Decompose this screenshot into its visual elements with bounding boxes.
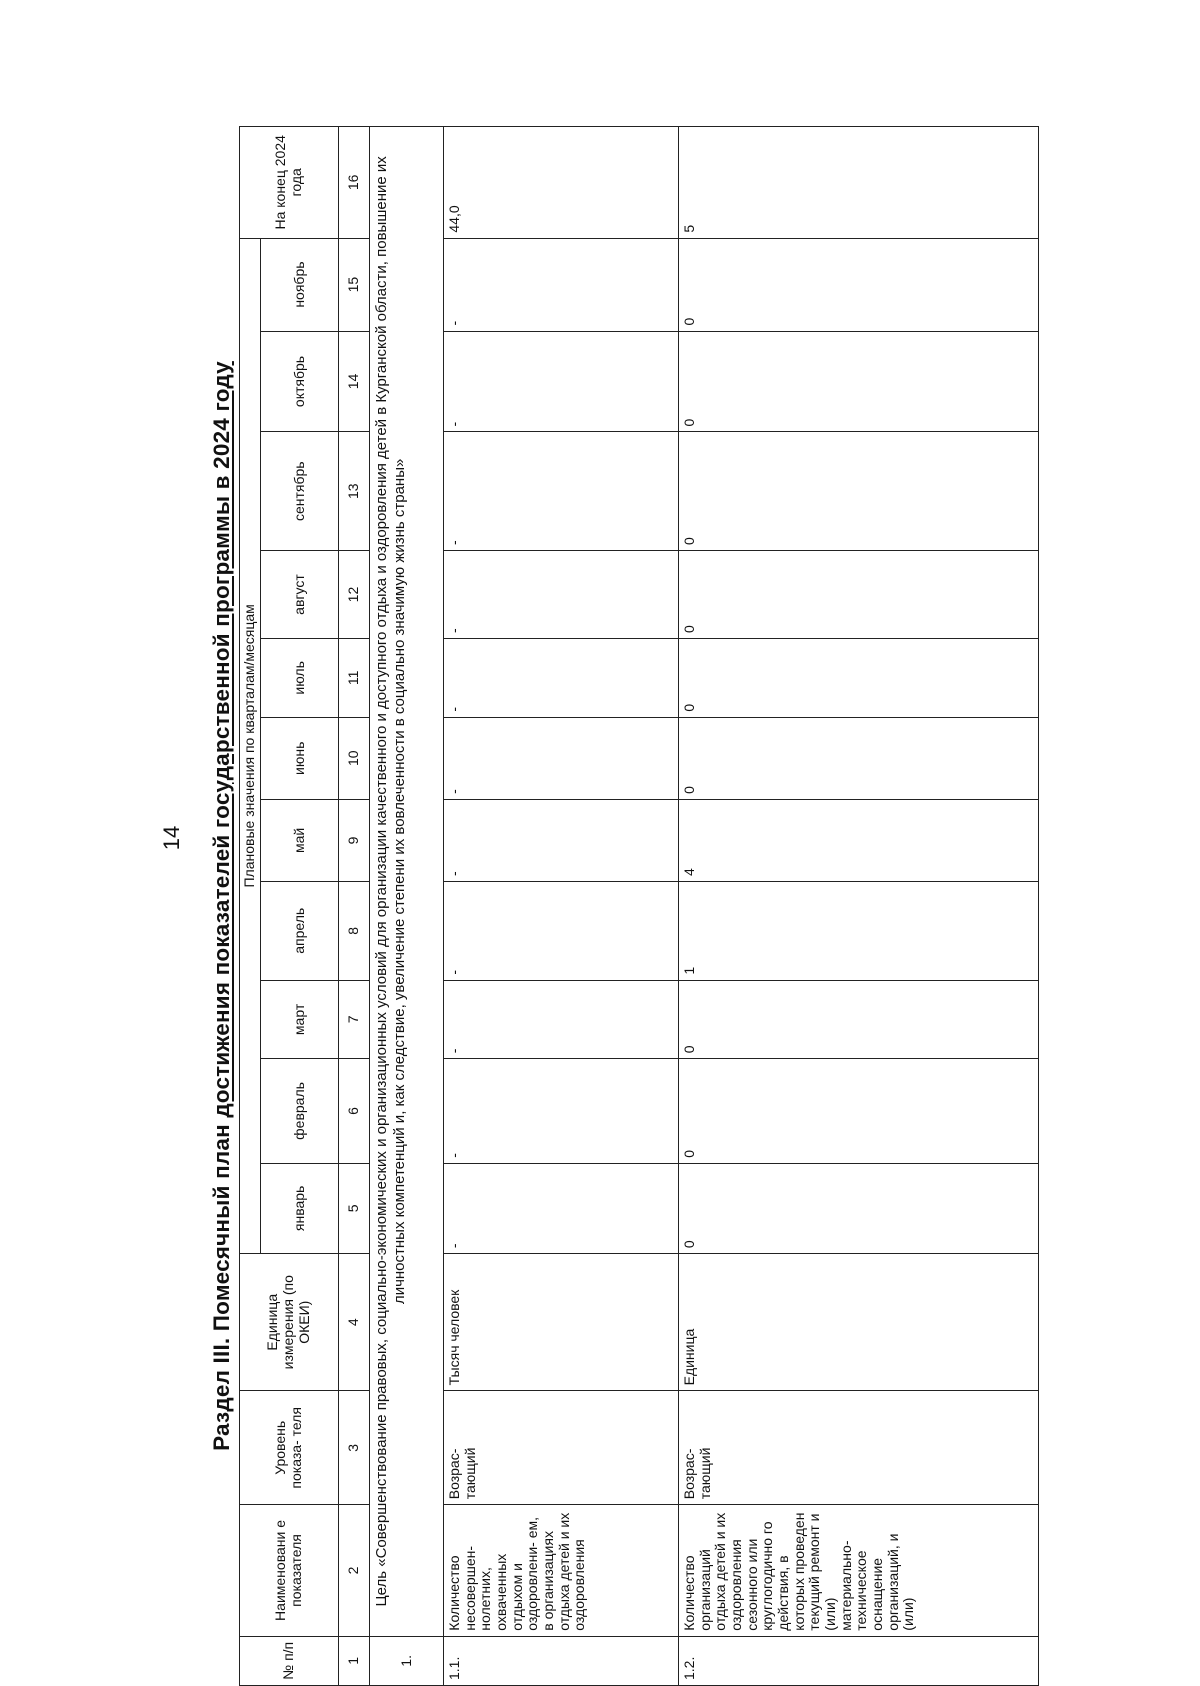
document-page [209,126,1089,1686]
table-row [679,127,1039,1686]
header-end: На конец 2024 года [240,127,339,239]
month-value: - [444,717,679,799]
page-number: 14 [159,825,184,851]
header-planned: Плановые значения по кварталам/месяцам [240,238,261,1253]
month-value: - [444,1163,679,1253]
column-number: 16 [339,127,370,239]
month-value: 0 [679,639,1039,718]
month-value: 4 [679,799,1039,881]
column-number: 8 [339,881,370,980]
column-number: 3 [339,1391,370,1505]
header-row-1 [240,127,261,1686]
header-month: октябрь [261,331,339,432]
column-number: 13 [339,432,370,551]
month-value: - [444,639,679,718]
header-month: август [261,551,339,639]
month-value: 0 [679,980,1039,1059]
goal-text: Цель «Совершенствование правовых, социально-экономических и организационных условий для организации качественного и доступного отдыха и оздоровления детей в Курганской области, повышение их личностных компетенций и, как следствие, увеличение степени их вовлеченности в социально значимую жизнь страны» [370,127,444,1637]
column-number: 4 [339,1254,370,1391]
month-value: 0 [679,717,1039,799]
month-value: 0 [679,1059,1039,1163]
end-of-year-value: 5 [679,127,1039,239]
column-number: 5 [339,1163,370,1253]
header-unit: Единица измерения (по ОКЕИ) [240,1254,339,1391]
indicator-name: Количество организаций отдыха детей и их оздоровления сезонного или круглогодично го действия, в которых проведен текущий ремонт и (или) материально- техническое оснащение организаций, и (или) [679,1505,1039,1636]
column-number: 2 [339,1505,370,1636]
column-number: 6 [339,1059,370,1163]
goal-row [370,127,444,1686]
month-value: 1 [679,881,1039,980]
end-of-year-value: 44,0 [444,127,679,239]
header-level: Уровень показа- теля [240,1391,339,1505]
column-number: 14 [339,331,370,432]
indicator-unit: Тысяч человек [444,1254,679,1391]
month-value: 0 [679,331,1039,432]
header-month: май [261,799,339,881]
column-number: 11 [339,639,370,718]
title-part-2: достижения показателей государственной программы в 2024 году [209,361,234,1118]
month-value: - [444,980,679,1059]
goal-number: 1. [370,1636,444,1685]
table-row [444,127,679,1686]
month-value: - [444,551,679,639]
header-no: № п/п [240,1636,339,1685]
indicator-level: Возрас- тающий [679,1391,1039,1505]
month-value: 0 [679,1163,1039,1253]
month-value: - [444,881,679,980]
row-number: 1.1. [444,1636,679,1685]
column-number: 12 [339,551,370,639]
header-month: июль [261,639,339,718]
month-value: 0 [679,238,1039,331]
page-title [209,126,235,1686]
title-part-1: Раздел III. Помесячный план [209,1117,234,1451]
column-number: 15 [339,238,370,331]
header-month: сентябрь [261,432,339,551]
header-name: Наименовани е показателя [240,1505,339,1636]
column-number: 9 [339,799,370,881]
indicator-unit: Единица [679,1254,1039,1391]
indicators-table [239,126,1039,1686]
column-number: 10 [339,717,370,799]
column-number: 7 [339,980,370,1059]
header-month: январь [261,1163,339,1253]
month-value: - [444,432,679,551]
header-month: март [261,980,339,1059]
header-month: апрель [261,881,339,980]
indicator-level: Возрас- тающий [444,1391,679,1505]
header-month: июнь [261,717,339,799]
row-number: 1.2. [679,1636,1039,1685]
month-value: 0 [679,432,1039,551]
month-value: - [444,331,679,432]
column-number-row [339,127,370,1686]
header-month: ноябрь [261,238,339,331]
month-value: - [444,1059,679,1163]
month-value: - [444,799,679,881]
indicator-name: Количество несовершен- нолетних, охваченных отдыхом и оздоровлени- ем, в организациях отдыха детей и их оздоровления [444,1505,679,1636]
month-value: 0 [679,551,1039,639]
header-month: февраль [261,1059,339,1163]
month-value: - [444,238,679,331]
column-number: 1 [339,1636,370,1685]
